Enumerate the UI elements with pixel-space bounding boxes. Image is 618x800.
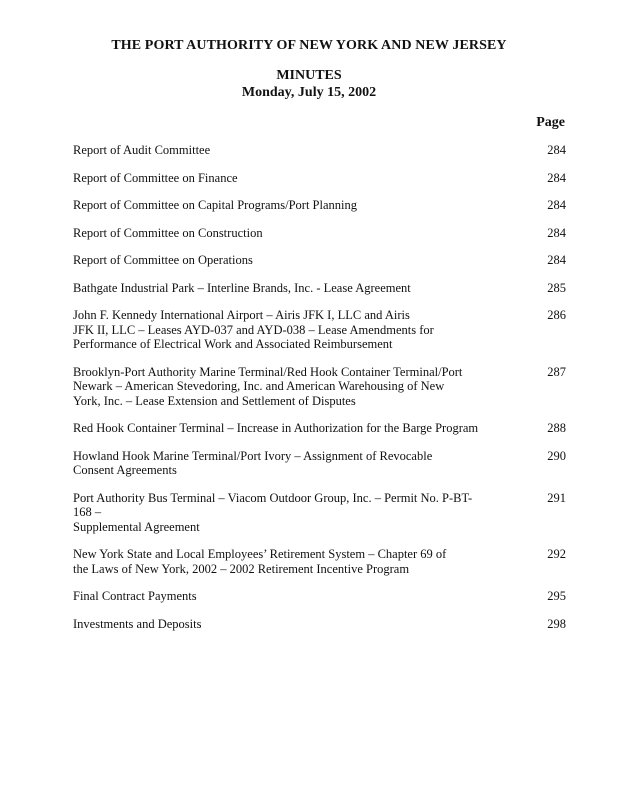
document-subtitle: MINUTES bbox=[276, 68, 342, 83]
toc-entry-page: 288 bbox=[547, 421, 566, 435]
toc-entry bbox=[73, 308, 566, 352]
toc-entry-title: Report of Committee on Finance bbox=[73, 170, 238, 185]
toc-entry bbox=[73, 449, 566, 478]
toc-entry bbox=[73, 617, 566, 632]
toc-entry-page: 284 bbox=[547, 198, 566, 212]
toc-entry-title: Report of Audit Committee bbox=[73, 143, 211, 157]
meeting-date: Monday, July 15, 2002 bbox=[241, 85, 377, 100]
table-of-contents bbox=[73, 143, 566, 644]
toc-entry-page: 284 bbox=[547, 253, 566, 267]
toc-entry-page: 291 bbox=[547, 490, 566, 505]
document-title: THE PORT AUTHORITY OF NEW YORK AND NEW JERSEY bbox=[111, 38, 507, 53]
toc-entry bbox=[73, 589, 566, 604]
toc-entry-page: 287 bbox=[547, 364, 566, 379]
toc-entry-page: 298 bbox=[547, 616, 566, 631]
toc-entry-page: 285 bbox=[547, 280, 566, 295]
toc-entry bbox=[73, 253, 566, 268]
toc-entry bbox=[73, 198, 566, 213]
toc-entry-page: 284 bbox=[547, 170, 566, 185]
toc-entry-title: John F. Kennedy International Airport – Airis JFK I, LLC and Airis JFK II, LLC – Leases AYD-037 and AYD-038 – Lease Amendments for Performance of Electrical Work and Associated Reimbursement bbox=[73, 308, 434, 351]
toc-entry-page: 290 bbox=[547, 448, 566, 463]
toc-entry-title: Port Authority Bus Terminal – Viacom Outdoor Group, Inc. – Permit No. P-BT-168 – Supplemental Agreement bbox=[73, 490, 473, 534]
toc-entry bbox=[73, 226, 566, 241]
toc-entry-page: 292 bbox=[547, 547, 566, 561]
page-column-header: Page bbox=[536, 115, 565, 130]
toc-entry bbox=[73, 491, 566, 535]
toc-entry-title: Howland Hook Marine Terminal/Port Ivory – Assignment of Revocable Consent Agreements bbox=[73, 448, 433, 477]
toc-entry bbox=[73, 143, 566, 158]
toc-entry-title: Report of Committee on Capital Programs/Port Planning bbox=[73, 198, 358, 212]
toc-entry bbox=[73, 365, 566, 409]
toc-entry-page: 286 bbox=[547, 308, 566, 322]
toc-entry bbox=[73, 421, 566, 436]
toc-entry-page: 295 bbox=[547, 589, 566, 603]
toc-entry-title: Final Contract Payments bbox=[73, 589, 197, 603]
toc-entry-title: New York State and Local Employees’ Retirement System – Chapter 69 of the Laws of New York, 2002 – 2002 Retirement Incentive Program bbox=[73, 547, 447, 576]
toc-entry bbox=[73, 281, 566, 296]
toc-entry-title: Investments and Deposits bbox=[73, 616, 202, 631]
toc-entry bbox=[73, 171, 566, 186]
toc-entry-title: Brooklyn-Port Authority Marine Terminal/Red Hook Container Terminal/Port Newark – American Stevedoring, Inc. and American Warehousing of New York, Inc. – Lease Extension and Settlement of Disputes bbox=[73, 364, 463, 408]
toc-entry-page: 284 bbox=[547, 225, 566, 240]
toc-entry bbox=[73, 547, 566, 576]
toc-entry-title: Bathgate Industrial Park – Interline Brands, Inc. - Lease Agreement bbox=[73, 280, 411, 295]
toc-entry-title: Report of Committee on Construction bbox=[73, 225, 263, 240]
toc-entry-title: Report of Committee on Operations bbox=[73, 253, 253, 267]
toc-entry-page: 284 bbox=[547, 143, 566, 157]
toc-entry-title: Red Hook Container Terminal – Increase in Authorization for the Barge Program bbox=[73, 421, 479, 435]
